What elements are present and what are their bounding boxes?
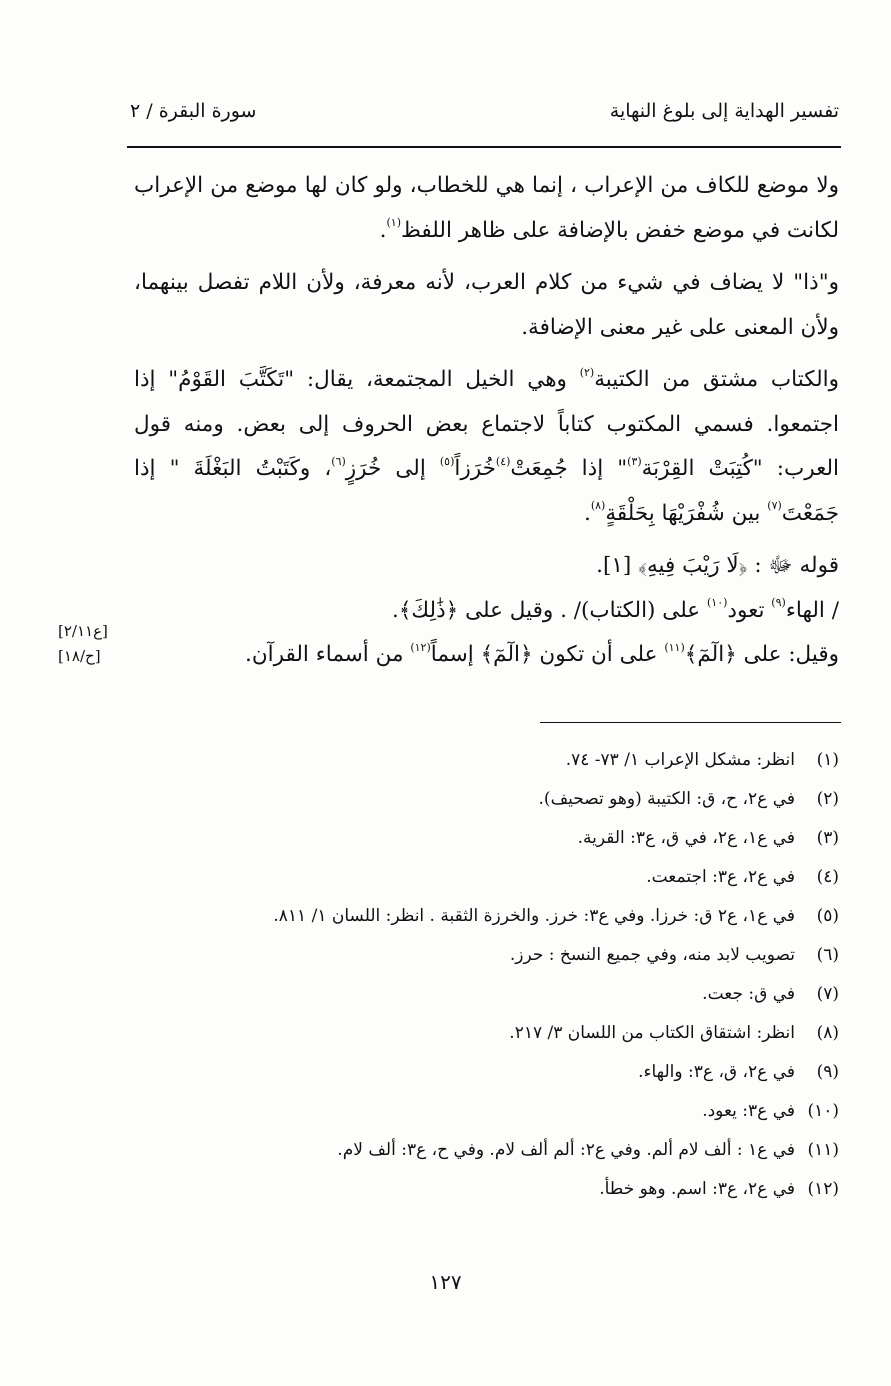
- paragraph-4: قوله ﷻ : ﴿لَا رَيْبَ فِيهِ﴾ [١].: [596, 553, 839, 578]
- footnote-ref-3: (٣): [627, 454, 642, 468]
- paragraph-5: / الهاء$^{(٩)}$ تعود$^{(١٠)}$ على (الكتاب)/ . وقيل على ﴿ذَٰلِكَ﴾.: [392, 596, 839, 623]
- footnote-ref-4: (٤): [495, 454, 511, 468]
- footnote-number: (٨): [816, 1023, 839, 1043]
- footnote-ref-11: (١١): [664, 640, 685, 654]
- footnote-ref-7: (٧): [767, 499, 782, 513]
- footnote-text: في ع١ : ألف لام ألم. وفي ع٢: ألم ألف لام. وفي ح، ع٣: ألف لام.: [337, 1140, 795, 1160]
- paragraph-3: والكتاب مشتق من الكتيبة$^{(٢)}$ وهي الخيل المجتمعة، يقال: "تَكَتَّبَ القَوْمُ" إذا اجتمعوا. فسمي المكتوب كتاباً لاجتماع بعض الحروف إلى بعض. ومنه قول العرب: "كُتِبَتْ القِرْبَة$^{(٣)}$" إذا جُمِعَتْ$^{(٤)}$خُرَزاً$^{(٥)}$ إلى خُرَزٍ$^{(٦)}$، وكَتَبْتُ البَغْلَةَ " إذا جَمَعْتَ$^{(٧)}$ بين شُفْرَيْهَا بِحَلْقَةٍ$^{(٨)}$.: [134, 365, 839, 526]
- footnote-text: في ع١، ع٢، في ق، ع٣: القرية.: [577, 828, 795, 848]
- footnote-text: انظر: اشتقاق الكتاب من اللسان ٣/ ٢١٧.: [509, 1023, 795, 1043]
- footnote-number: (١٠): [807, 1101, 839, 1121]
- page-number: ١٢٧: [429, 1270, 462, 1294]
- footnote-ref-1: (١): [386, 216, 401, 230]
- manuscript-folio-marker: [ع٢/١١]: [58, 622, 108, 640]
- footnote: [134, 1096, 839, 1135]
- footnote: [134, 745, 839, 784]
- footnote-number: (٤): [816, 867, 839, 887]
- footnote-number: (٢): [816, 789, 839, 809]
- footnote-text: في ع٣: يعود.: [702, 1101, 795, 1121]
- footnote-text: في ع١، ع٢ ق: خرزا. وفي ع٣: خرز. والخرزة الثقبة . انظر: اللسان ١/ ٨١١.: [273, 906, 795, 926]
- footnote-text: في ع٢، ع٣: اسم. وهو خطأ.: [599, 1179, 795, 1199]
- footnote-ref-10: (١٠): [706, 596, 728, 610]
- footnote-ref-2: (٢): [579, 365, 595, 379]
- footnote: [134, 979, 839, 1018]
- footnote-text: انظر: مشكل الإعراب ١/ ٧٣- ٧٤.: [565, 750, 795, 770]
- running-header-surah: سورة البقرة / ٢: [130, 100, 257, 122]
- footnote-text: تصويب لابد منه، وفي جميع النسخ : حرز.: [509, 945, 795, 965]
- footnote: [134, 1174, 839, 1213]
- footnote-number: (٧): [816, 984, 839, 1004]
- footnote: [134, 784, 839, 823]
- footnote-separator: [540, 722, 841, 723]
- footnote: [134, 901, 839, 940]
- footnote: [134, 862, 839, 901]
- header-rule: [127, 146, 841, 148]
- footnote-ref-8: (٨): [590, 499, 606, 513]
- footnote-text: في ق: جعت.: [702, 984, 795, 1004]
- footnote: [134, 1135, 839, 1174]
- footnote-ref-12: (١٢): [410, 640, 431, 654]
- footnote-number: (١): [816, 750, 839, 770]
- footnote-number: (٣): [816, 828, 839, 848]
- footnote-text: في ع٢، ع٣: اجتمعت.: [646, 867, 795, 887]
- paragraph-6: وقيل: على ﴿الٓمٓ﴾$^{(١١)}$ على أن تكون ﴿الٓمٓ﴾ إسماً$^{(١٢)}$ من أسماء القرآن.: [245, 640, 839, 667]
- footnote: [134, 1018, 839, 1057]
- footnote: [134, 823, 839, 862]
- footnote-ref-9: (٩): [771, 596, 786, 610]
- footnotes: [134, 745, 839, 1213]
- footnote-number: (٦): [816, 945, 839, 965]
- running-header-book-title: تفسير الهداية إلى بلوغ النهاية: [609, 100, 839, 122]
- footnote-number: (١١): [807, 1140, 839, 1160]
- footnote-number: (١٢): [807, 1179, 839, 1199]
- footnote-number: (٩): [816, 1062, 839, 1082]
- footnote: [134, 940, 839, 979]
- footnote-number: (٥): [816, 906, 839, 926]
- footnote-ref-5: (٥): [439, 454, 455, 468]
- footnote-text: في ع٢، ح، ق: الكتيبة (وهو تصحيف).: [538, 789, 795, 809]
- footnote-ref-6: (٦): [331, 454, 346, 468]
- manuscript-folio-marker: [ح/١٨]: [58, 647, 101, 665]
- footnote-text: في ع٢، ق، ع٣: والهاء.: [638, 1062, 795, 1082]
- paragraph-1: ولا موضع للكاف من الإعراب ، إنما هي للخطاب، ولو كان لها موضع من الإعراب لكانت في موضع خفض بالإضافة على ظاهر اللفظ$^{(١)}$.: [134, 173, 839, 243]
- footnote: [134, 1057, 839, 1096]
- main-text: [134, 164, 839, 678]
- paragraph-2: و"ذا" لا يضاف في شيء من كلام العرب، لأنه معرفة، ولأن اللام تفصل بينهما، ولأن المعنى على غير معنى الإضافة.: [134, 270, 839, 340]
